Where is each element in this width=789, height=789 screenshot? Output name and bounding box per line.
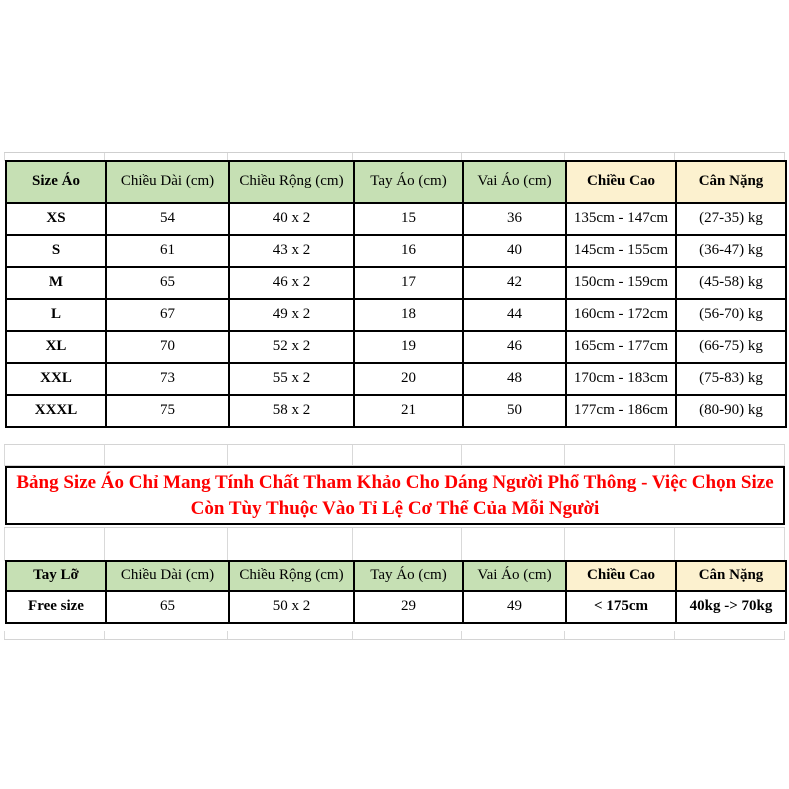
table-cell: (36-47) kg bbox=[676, 235, 786, 267]
t2-col-header-chieu-cao: Chiều Cao bbox=[566, 561, 676, 591]
size-row-xs bbox=[6, 203, 786, 235]
table-cell: 44 bbox=[463, 299, 566, 331]
freesize-chart-table bbox=[5, 560, 787, 624]
t2-col-header-tay-lo: Tay Lỡ bbox=[6, 561, 106, 591]
table-cell: 50 x 2 bbox=[229, 591, 354, 623]
size-row-xxxl bbox=[6, 395, 786, 427]
t2-col-header-vai-ao: Vai Áo (cm) bbox=[463, 561, 566, 591]
size-row-s bbox=[6, 235, 786, 267]
col-header-chieu-rong: Chiều Rộng (cm) bbox=[229, 161, 354, 203]
table-cell: 54 bbox=[106, 203, 229, 235]
table-cell: 61 bbox=[106, 235, 229, 267]
table-cell: 36 bbox=[463, 203, 566, 235]
size-row-xl bbox=[6, 331, 786, 363]
size-label: XS bbox=[6, 203, 106, 235]
size-label: XXL bbox=[6, 363, 106, 395]
table-cell: (45-58) kg bbox=[676, 267, 786, 299]
col-header-size-ao: Size Áo bbox=[6, 161, 106, 203]
size-chart-table bbox=[5, 160, 787, 428]
table-cell: 46 x 2 bbox=[229, 267, 354, 299]
col-header-tay-ao: Tay Áo (cm) bbox=[354, 161, 463, 203]
size-row-l bbox=[6, 299, 786, 331]
table-cell: 58 x 2 bbox=[229, 395, 354, 427]
table-cell: 49 bbox=[463, 591, 566, 623]
table-cell: 50 bbox=[463, 395, 566, 427]
table-cell: 65 bbox=[106, 267, 229, 299]
size-label: Free size bbox=[6, 591, 106, 623]
table-cell: (27-35) kg bbox=[676, 203, 786, 235]
table-cell: 15 bbox=[354, 203, 463, 235]
table-cell: 48 bbox=[463, 363, 566, 395]
background-gridline-strip-between-table1-note bbox=[4, 444, 785, 466]
table-cell: (56-70) kg bbox=[676, 299, 786, 331]
table-cell: 29 bbox=[354, 591, 463, 623]
table2-header-row bbox=[6, 561, 786, 591]
table-cell: (66-75) kg bbox=[676, 331, 786, 363]
background-gridline-strip-bottom bbox=[4, 631, 785, 640]
background-gridline-strip-between-note-table2 bbox=[4, 527, 785, 561]
col-header-can-nang: Cân Nặng bbox=[676, 161, 786, 203]
table-cell: 20 bbox=[354, 363, 463, 395]
table-cell: 21 bbox=[354, 395, 463, 427]
size-label: XXXL bbox=[6, 395, 106, 427]
table-cell: 40 x 2 bbox=[229, 203, 354, 235]
t2-col-header-can-nang: Cân Nặng bbox=[676, 561, 786, 591]
table-cell: 67 bbox=[106, 299, 229, 331]
size-row-free-size bbox=[6, 591, 786, 623]
col-header-vai-ao: Vai Áo (cm) bbox=[463, 161, 566, 203]
table-cell: 65 bbox=[106, 591, 229, 623]
table1-header-row bbox=[6, 161, 786, 203]
size-row-m bbox=[6, 267, 786, 299]
table-cell: 46 bbox=[463, 331, 566, 363]
table-cell: 73 bbox=[106, 363, 229, 395]
table-cell: 16 bbox=[354, 235, 463, 267]
t2-col-header-tay-ao: Tay Áo (cm) bbox=[354, 561, 463, 591]
table-cell: 40kg -> 70kg bbox=[676, 591, 786, 623]
table-cell: 17 bbox=[354, 267, 463, 299]
size-label: L bbox=[6, 299, 106, 331]
size-label: XL bbox=[6, 331, 106, 363]
table-cell: 19 bbox=[354, 331, 463, 363]
size-label: S bbox=[6, 235, 106, 267]
col-header-chieu-cao: Chiều Cao bbox=[566, 161, 676, 203]
table-cell: 70 bbox=[106, 331, 229, 363]
note-line-2: Còn Tùy Thuộc Vào Tỉ Lệ Cơ Thể Của Mỗi Người bbox=[190, 498, 600, 519]
table-cell: (75-83) kg bbox=[676, 363, 786, 395]
col-header-chieu-dai: Chiều Dài (cm) bbox=[106, 161, 229, 203]
table-cell: 49 x 2 bbox=[229, 299, 354, 331]
table-cell: 52 x 2 bbox=[229, 331, 354, 363]
table-cell: 18 bbox=[354, 299, 463, 331]
table-cell: 170cm - 183cm bbox=[566, 363, 676, 395]
table-cell: 43 x 2 bbox=[229, 235, 354, 267]
table-cell: 150cm - 159cm bbox=[566, 267, 676, 299]
size-label: M bbox=[6, 267, 106, 299]
table-cell: 145cm - 155cm bbox=[566, 235, 676, 267]
table-cell: 55 x 2 bbox=[229, 363, 354, 395]
disclaimer-note bbox=[5, 466, 785, 525]
table-cell: 40 bbox=[463, 235, 566, 267]
size-row-xxl bbox=[6, 363, 786, 395]
note-line-1: Bảng Size Áo Chỉ Mang Tính Chất Tham Khảo Cho Dáng Người Phổ Thông - Việc Chọn Size bbox=[16, 472, 774, 493]
t2-col-header-chieu-dai: Chiều Dài (cm) bbox=[106, 561, 229, 591]
table-cell: (80-90) kg bbox=[676, 395, 786, 427]
table-cell: 177cm - 186cm bbox=[566, 395, 676, 427]
table-cell: 75 bbox=[106, 395, 229, 427]
table-cell: 42 bbox=[463, 267, 566, 299]
table-cell: 135cm - 147cm bbox=[566, 203, 676, 235]
t2-col-header-chieu-rong: Chiều Rộng (cm) bbox=[229, 561, 354, 591]
table-cell: 160cm - 172cm bbox=[566, 299, 676, 331]
table-cell: 165cm - 177cm bbox=[566, 331, 676, 363]
table-cell: < 175cm bbox=[566, 591, 676, 623]
